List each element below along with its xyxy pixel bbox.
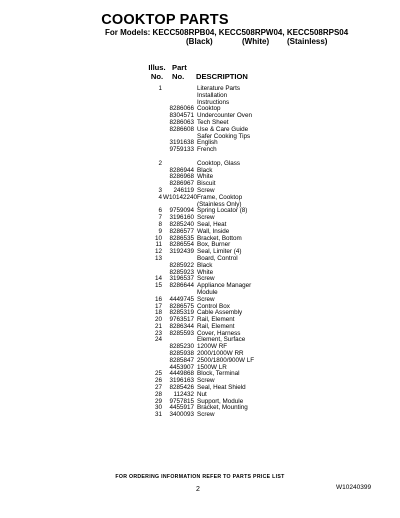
illus-number: 4 [158, 193, 162, 201]
part-number: 8286644 [169, 282, 194, 290]
illus-number: 12 [154, 248, 162, 256]
illus-number: 27 [154, 384, 162, 392]
part-number: 3400093 [169, 411, 194, 419]
illus-number: 9 [158, 227, 162, 235]
ordering-footer: FOR ORDERING INFORMATION REFER TO PARTS PRICE LIST [115, 474, 285, 480]
part-number: 8286608 [169, 125, 194, 133]
models-line: For Models: KECC508RPB04, KECC508RPW04, KECC508RPS04 [105, 28, 349, 37]
part-number: 8304571 [169, 112, 194, 120]
part-number: 9757815 [169, 397, 194, 405]
part-description: Cover, Harness [197, 329, 241, 337]
illus-number: 17 [154, 302, 162, 310]
illus-number: 29 [154, 397, 162, 405]
part-number: 8285922 [169, 261, 194, 269]
illus-number: 26 [154, 377, 162, 385]
part-description: Instructions [197, 98, 230, 106]
part-description: Nut [197, 390, 207, 398]
part-description: Screw [197, 411, 215, 419]
illus-number: 23 [154, 329, 162, 337]
part-number: 8286575 [169, 302, 194, 310]
illus-number: 18 [154, 309, 162, 317]
part-description: Cooktop, Glass [197, 159, 241, 167]
part-description: Biscuit [197, 180, 216, 188]
illus-number: 8 [158, 220, 162, 228]
part-description: Screw [197, 377, 215, 385]
illus-number: 13 [154, 254, 162, 262]
part-description: Spring Locator (8) [197, 207, 248, 215]
part-description: Rail, Element [197, 316, 235, 324]
part-description: Black [197, 166, 213, 174]
part-description: Frame, Cooktop [197, 193, 243, 201]
part-description: Cable Assembly [197, 309, 243, 317]
illus-number: 2 [158, 159, 162, 167]
illus-number: 30 [154, 404, 162, 412]
illus-number: 3 [158, 186, 162, 194]
part-number: 8285240 [169, 220, 194, 228]
color-stainless-label: (Stainless) [287, 37, 328, 46]
part-description: 2000/1000W RR [197, 350, 244, 358]
part-number: 3196537 [169, 275, 194, 283]
part-number: 9759094 [169, 207, 194, 215]
part-description: Cooktop [197, 105, 221, 113]
part-number: W10142240 [163, 193, 197, 201]
part-description: French [197, 146, 217, 154]
part-description: Tech Sheet [197, 118, 229, 126]
part-description: Rail, Element [197, 322, 235, 330]
part-number: 8285230 [169, 343, 194, 351]
color-black-label: (Black) [186, 37, 213, 46]
color-white-label: (White) [242, 37, 270, 46]
illus-number: 31 [154, 411, 162, 419]
part-description: (Stainless Only) [197, 200, 242, 208]
part-description: Undercounter Oven [197, 112, 252, 120]
part-description: 1500W LR [197, 363, 227, 371]
part-number: 8285938 [169, 350, 194, 358]
part-description: Block, Terminal [197, 370, 240, 378]
part-description: Support, Module [197, 397, 244, 405]
part-number: 246119 [173, 186, 194, 194]
part-description: White [197, 268, 214, 276]
part-description: Screw [197, 295, 215, 303]
part-description: Control Box [197, 302, 230, 310]
illus-number: 11 [155, 241, 162, 249]
part-description: Element, Surface [197, 336, 246, 344]
part-description: Literature Parts [197, 85, 241, 92]
part-description: Module [197, 288, 218, 296]
header-description: DESCRIPTION [196, 71, 248, 81]
part-description: Seal, Limiter (4) [197, 248, 242, 256]
part-description: Safer Cooking Tips [197, 132, 251, 140]
part-number: 8285923 [169, 268, 194, 276]
part-description: Bracket, Mounting [197, 404, 248, 412]
part-description: Box, Burner [197, 241, 231, 249]
part-description: Bracket, Bottom [197, 234, 242, 242]
part-number: 9759133 [169, 146, 194, 154]
part-number: 8285319 [169, 309, 194, 317]
part-number: 8285426 [169, 384, 194, 392]
illus-number: 14 [154, 275, 162, 283]
part-number: 8286967 [169, 180, 194, 188]
part-description: Installation [197, 91, 228, 99]
part-number: 3191638 [169, 139, 194, 147]
part-number: 8286063 [169, 118, 194, 126]
illus-number: 24 [154, 336, 162, 344]
header-part-no: No. [172, 71, 185, 81]
part-number: 8285847 [169, 356, 194, 364]
part-number: 4455917 [169, 404, 194, 412]
header-illus: Illus. [148, 63, 166, 72]
part-number: 4449868 [169, 370, 194, 378]
part-description: Seal, Heat Shield [197, 384, 246, 392]
part-number: 8285593 [169, 329, 194, 337]
part-description: 2500/1800/900W LF [197, 356, 255, 364]
part-number: 8286535 [169, 234, 194, 242]
part-description: Screw [197, 214, 215, 222]
part-description: Use & Care Guide [197, 125, 249, 133]
part-number: 8286344 [169, 322, 194, 330]
part-number: 3196163 [169, 377, 194, 385]
part-description: English [197, 139, 218, 147]
part-number: 4449745 [169, 295, 194, 303]
part-description: 1200W RF [197, 343, 228, 351]
part-description: Wall, Inside [197, 227, 230, 235]
part-number: 3196160 [169, 214, 194, 222]
part-description: Board, Control [197, 254, 238, 262]
part-number: 8286066 [169, 105, 194, 113]
illus-number: 6 [158, 207, 162, 215]
part-description: Screw [197, 275, 215, 283]
header-illus-no: No. [150, 71, 164, 81]
illus-number: 21 [154, 322, 162, 330]
part-description: Seal, Heat [197, 220, 227, 228]
document-number: W10240399 [336, 484, 372, 491]
illus-number: 20 [154, 316, 162, 324]
illus-number: 10 [154, 234, 162, 242]
part-number: 3192439 [169, 248, 194, 256]
illus-number: 15 [154, 282, 162, 290]
part-description: White [197, 173, 214, 181]
illus-number: 7 [158, 214, 162, 222]
part-number: 4453907 [169, 363, 194, 371]
table-row [0, 412, 400, 419]
part-description: Appliance Manager [197, 282, 252, 290]
header-part: Part [172, 63, 187, 72]
part-number: 8286554 [169, 241, 194, 249]
parts-list [0, 86, 400, 419]
part-number: 9763517 [169, 316, 194, 324]
page-title: COOKTOP PARTS [101, 12, 229, 28]
page-number: 2 [196, 486, 200, 493]
illus-number: 28 [154, 390, 162, 398]
illus-number: 16 [154, 295, 162, 303]
part-number: 8286577 [169, 227, 194, 235]
table-row [0, 147, 400, 154]
illus-number: 1 [158, 85, 162, 92]
part-description: Screw [197, 186, 215, 194]
part-number: 112432 [173, 390, 194, 398]
part-description: Black [197, 261, 213, 269]
illus-number: 25 [154, 370, 162, 378]
part-number: 8286944 [169, 166, 194, 174]
part-number: 8286968 [169, 173, 194, 181]
